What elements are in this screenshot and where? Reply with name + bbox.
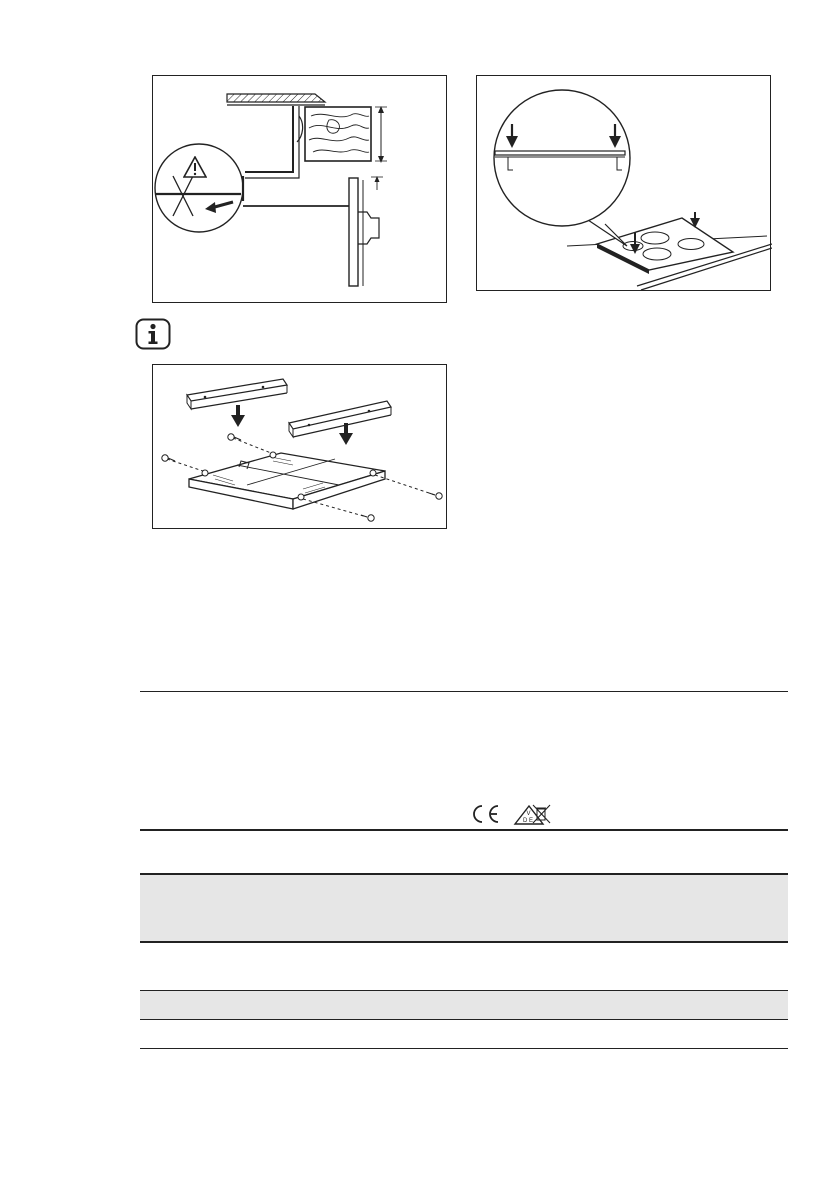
figure-worktop-section [152, 75, 447, 303]
worktop-section-drawing [153, 76, 448, 304]
ce-mark [474, 806, 498, 822]
table-row-rule [140, 990, 788, 991]
table-shaded-row [140, 874, 788, 941]
hob-placement-drawing [477, 76, 772, 292]
certification-marks [466, 802, 556, 826]
protection-box-drawing [153, 365, 448, 530]
table-bottom-rule [140, 1048, 788, 1049]
table-section-rule [140, 829, 788, 831]
table-row-rule [140, 941, 788, 943]
svg-text:V: V [526, 811, 531, 817]
figure-hob-placement [476, 75, 771, 291]
svg-text:D E: D E [523, 818, 534, 824]
table-row-rule [140, 1019, 788, 1020]
figure-protection-box [152, 364, 447, 529]
table-header-rule [140, 873, 788, 875]
warning-triangle-icon [183, 156, 207, 178]
info-icon [135, 318, 171, 350]
table-shaded-row [140, 991, 788, 1019]
table-top-rule [140, 691, 788, 692]
